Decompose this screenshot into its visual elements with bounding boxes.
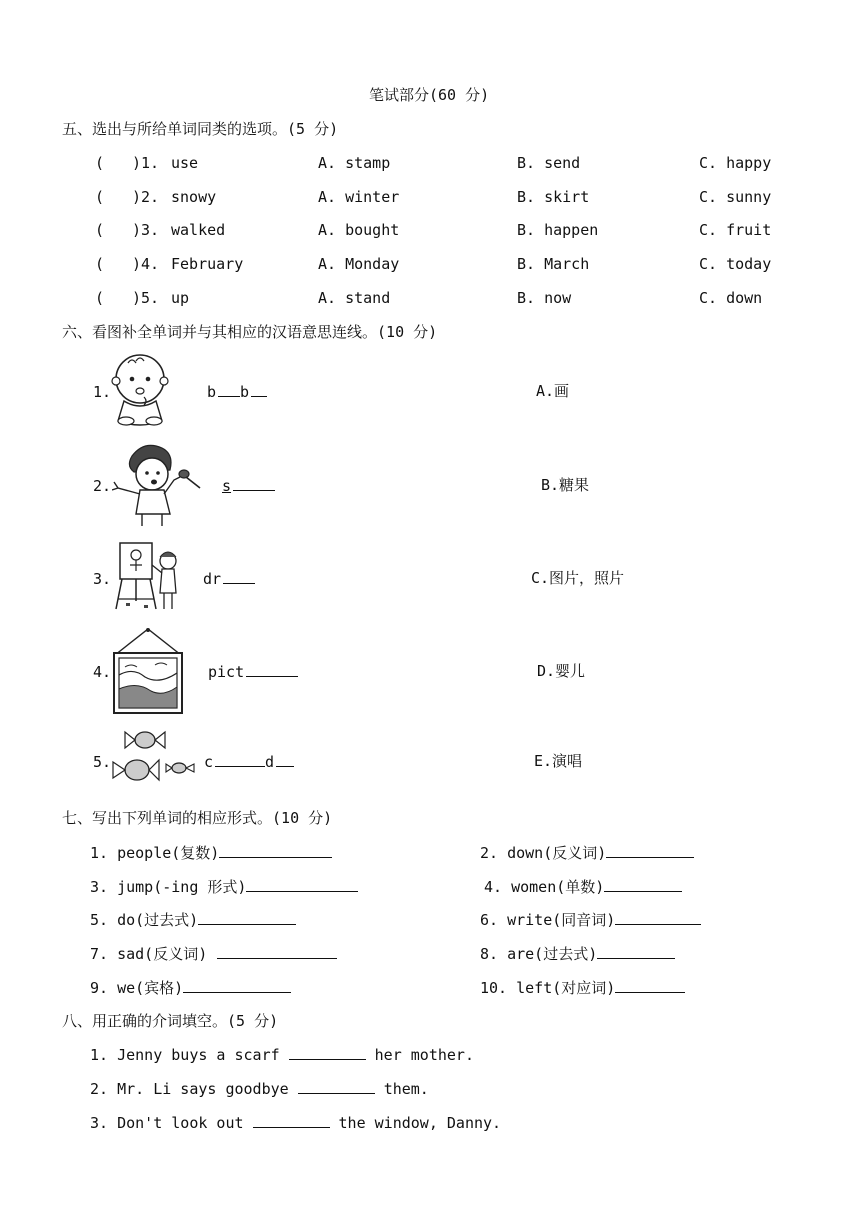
answer-blank[interactable] bbox=[298, 1079, 375, 1094]
word-form-prompt: 4. women(单数) bbox=[484, 878, 605, 896]
singing-boy-icon bbox=[112, 440, 204, 528]
option-c: C. down bbox=[699, 289, 763, 307]
section-7-heading: 七、写出下列单词的相应形式。(10 分) bbox=[62, 809, 333, 827]
answer-blank[interactable] bbox=[597, 944, 675, 959]
sentence-start: 2. Mr. Li says goodbye bbox=[90, 1080, 289, 1098]
word-part: d bbox=[265, 753, 275, 771]
word-form-prompt: 8. are(过去式) bbox=[480, 945, 598, 963]
word-form-prompt: 5. do(过去式) bbox=[90, 911, 199, 929]
page-title: 笔试部分(60 分) bbox=[369, 86, 490, 104]
sentence-end: the window, Danny. bbox=[338, 1114, 502, 1132]
letter-blank[interactable] bbox=[276, 752, 294, 767]
word-form-prompt: 7. sad(反义词) bbox=[90, 945, 208, 963]
option-a: A. stand bbox=[318, 289, 391, 307]
framed-picture-icon bbox=[111, 627, 185, 715]
meaning-option: E.演唱 bbox=[534, 752, 583, 770]
item-number: 1. bbox=[93, 383, 112, 401]
item-number: )2. bbox=[132, 188, 160, 206]
word-completion-1 bbox=[207, 382, 267, 402]
given-word: up bbox=[171, 289, 190, 307]
answer-blank[interactable] bbox=[606, 843, 694, 858]
letter-blank[interactable] bbox=[233, 476, 275, 491]
option-c: C. sunny bbox=[699, 188, 772, 206]
option-a: A. bought bbox=[318, 221, 400, 239]
item-number: 2. bbox=[93, 477, 112, 495]
option-b: B. March bbox=[517, 255, 590, 273]
letter-blank[interactable] bbox=[251, 382, 267, 397]
preposition-item bbox=[90, 1045, 474, 1065]
answer-paren-open: ( bbox=[95, 154, 105, 172]
answer-blank[interactable] bbox=[183, 978, 291, 993]
item-number: )1. bbox=[132, 154, 160, 172]
word-form-item bbox=[90, 843, 332, 863]
answer-paren-open: ( bbox=[95, 188, 105, 206]
sentence-start: 1. Jenny buys a scarf bbox=[90, 1046, 280, 1064]
word-form-prompt: 1. people(复数) bbox=[90, 844, 220, 862]
answer-paren-open: ( bbox=[95, 255, 105, 273]
meaning-option: D.婴儿 bbox=[537, 662, 586, 680]
word-form-item bbox=[480, 978, 685, 998]
item-number: 3. bbox=[93, 570, 112, 588]
word-form-prompt: 9. we(宾格) bbox=[90, 979, 184, 997]
option-b: B. now bbox=[517, 289, 572, 307]
item-number: 5. bbox=[93, 753, 112, 771]
item-number: )4. bbox=[132, 255, 160, 273]
word-form-prompt: 3. jump(-ing 形式) bbox=[90, 878, 247, 896]
word-completion-5 bbox=[204, 752, 294, 772]
sentence-end: them. bbox=[383, 1080, 429, 1098]
section-5-heading: 五、选出与所给单词同类的选项。(5 分) bbox=[62, 120, 339, 138]
answer-blank[interactable] bbox=[289, 1045, 366, 1060]
word-form-item bbox=[484, 877, 682, 897]
answer-blank[interactable] bbox=[253, 1113, 330, 1128]
answer-blank[interactable] bbox=[615, 910, 701, 925]
word-completion-2 bbox=[222, 476, 275, 496]
given-word: February bbox=[171, 255, 244, 273]
answer-paren-open: ( bbox=[95, 289, 105, 307]
option-a: A. stamp bbox=[318, 154, 391, 172]
answer-blank[interactable] bbox=[217, 944, 337, 959]
option-a: A. Monday bbox=[318, 255, 400, 273]
option-b: B. send bbox=[517, 154, 581, 172]
option-c: C. fruit bbox=[699, 221, 772, 239]
sentence-end: her mother. bbox=[374, 1046, 474, 1064]
word-part: c bbox=[204, 753, 214, 771]
letter-blank[interactable] bbox=[223, 569, 255, 584]
word-form-item bbox=[90, 944, 337, 964]
given-word: use bbox=[171, 154, 199, 172]
word-form-item bbox=[480, 843, 694, 863]
word-form-prompt: 2. down(反义词) bbox=[480, 844, 607, 862]
answer-blank[interactable] bbox=[604, 877, 682, 892]
given-word: snowy bbox=[171, 188, 217, 206]
answer-paren-open: ( bbox=[95, 221, 105, 239]
preposition-item bbox=[90, 1113, 501, 1133]
option-c: C. today bbox=[699, 255, 772, 273]
word-form-item bbox=[480, 910, 701, 930]
meaning-option: C.图片，照片 bbox=[531, 569, 625, 587]
candy-icon bbox=[111, 726, 197, 790]
letter-blank[interactable] bbox=[246, 662, 298, 677]
word-form-prompt: 6. write(同音词) bbox=[480, 911, 616, 929]
letter-blank[interactable] bbox=[218, 382, 240, 397]
preposition-item bbox=[90, 1079, 429, 1099]
meaning-option: A.画 bbox=[536, 382, 570, 400]
letter-blank[interactable] bbox=[215, 752, 265, 767]
word-part: b bbox=[240, 383, 250, 401]
item-number: )3. bbox=[132, 221, 160, 239]
word-completion-4 bbox=[208, 662, 298, 682]
painting-girl-icon bbox=[112, 541, 184, 613]
given-word: walked bbox=[171, 221, 226, 239]
section-6-heading: 六、看图补全单词并与其相应的汉语意思连线。(10 分) bbox=[62, 323, 438, 341]
answer-blank[interactable] bbox=[246, 877, 358, 892]
meaning-option: B.糖果 bbox=[541, 476, 590, 494]
word-part: s bbox=[222, 477, 232, 495]
word-completion-3 bbox=[203, 569, 255, 589]
option-c: C. happy bbox=[699, 154, 772, 172]
section-8-heading: 八、用正确的介词填空。(5 分) bbox=[62, 1012, 279, 1030]
answer-blank[interactable] bbox=[219, 843, 332, 858]
word-form-item bbox=[90, 877, 358, 897]
answer-blank[interactable] bbox=[198, 910, 296, 925]
option-b: B. skirt bbox=[517, 188, 590, 206]
word-part: pict bbox=[208, 663, 245, 681]
option-b: B. happen bbox=[517, 221, 599, 239]
word-form-prompt: 10. left(对应词) bbox=[480, 979, 616, 997]
word-part: b bbox=[207, 383, 217, 401]
word-form-item bbox=[480, 944, 675, 964]
word-form-item bbox=[90, 978, 291, 998]
word-part: dr bbox=[203, 570, 222, 588]
item-number: )5. bbox=[132, 289, 160, 307]
item-number: 4. bbox=[93, 663, 112, 681]
option-a: A. winter bbox=[318, 188, 400, 206]
sentence-start: 3. Don't look out bbox=[90, 1114, 244, 1132]
word-form-item bbox=[90, 910, 296, 930]
answer-blank[interactable] bbox=[615, 978, 685, 993]
baby-icon bbox=[108, 351, 172, 427]
